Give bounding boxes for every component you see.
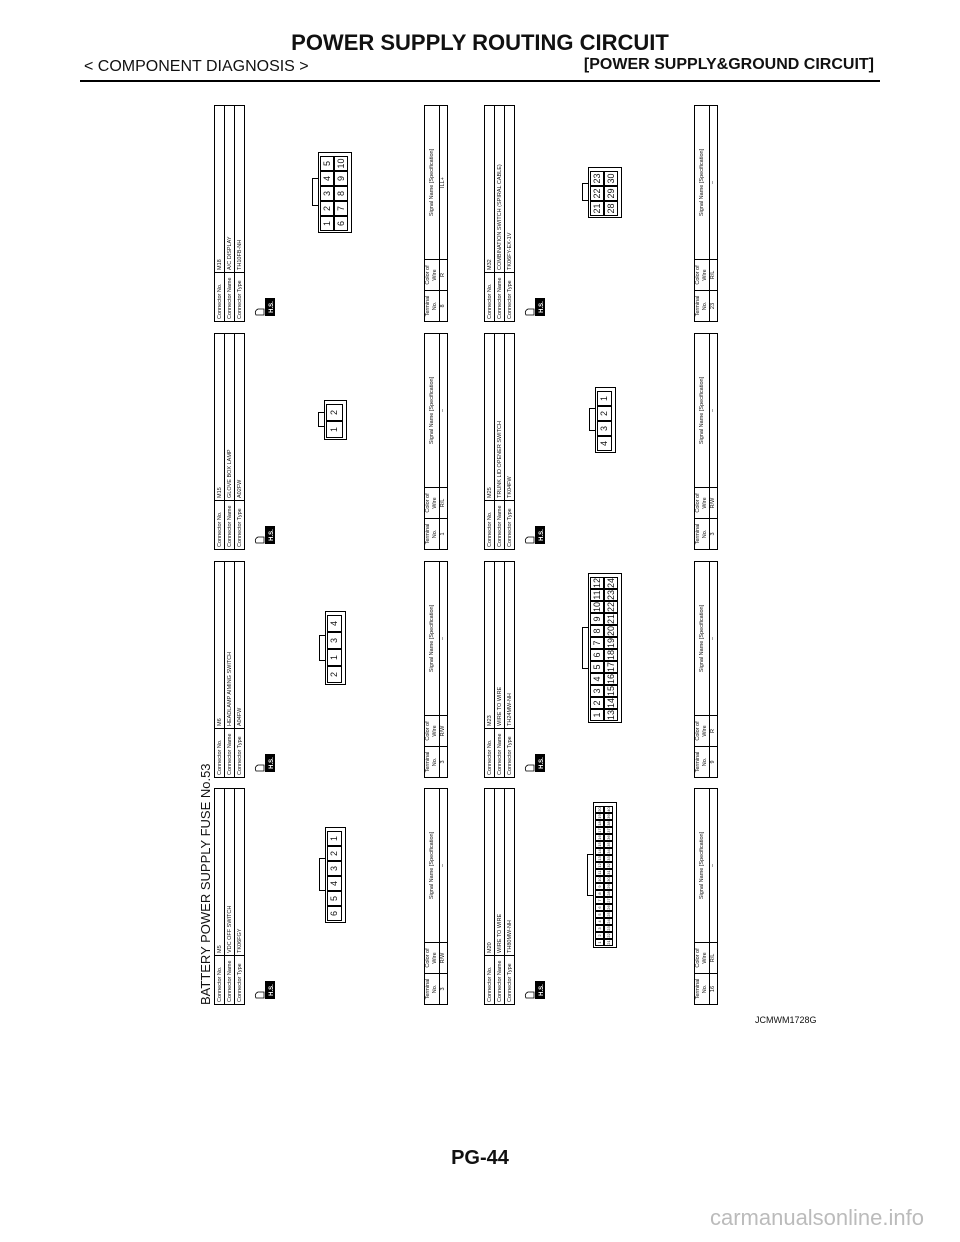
wire-color: R/L bbox=[710, 260, 718, 291]
terminal-cell: 2 bbox=[595, 932, 604, 939]
terminal-cell: 15 bbox=[604, 685, 618, 697]
connector-face bbox=[325, 611, 346, 685]
connector-name-label: Connector Name bbox=[495, 273, 505, 322]
hs-label: H.S. bbox=[269, 301, 275, 313]
terminal-cell: 2 bbox=[327, 666, 342, 683]
terminal-cell: 22 bbox=[604, 601, 618, 613]
connector-name: WIRE TO WIRE bbox=[495, 562, 505, 729]
terminal-cell: 30 bbox=[606, 877, 611, 882]
connector-no: M6 bbox=[215, 562, 225, 729]
terminal-cell: 19 bbox=[604, 637, 618, 649]
connector-no-label: Connector No. bbox=[485, 273, 495, 322]
connector-type-label: Connector Type bbox=[235, 956, 245, 1005]
terminal-cell: 27 bbox=[606, 898, 611, 903]
connector-name: HEADLAMP AIMING SWITCH bbox=[225, 562, 235, 729]
terminal-no: 16 bbox=[710, 974, 718, 1005]
connector-no: M18 bbox=[215, 106, 225, 273]
terminal-cell: 6 bbox=[590, 649, 604, 661]
connector-type: A02FW bbox=[235, 334, 245, 501]
rotated-sheet bbox=[198, 100, 716, 1005]
connector-face bbox=[318, 152, 352, 233]
connector-no-label: Connector No. bbox=[215, 501, 225, 550]
terminal-cell: 22 bbox=[606, 933, 611, 938]
connector-lock-tab bbox=[319, 635, 326, 661]
connector-card bbox=[484, 788, 744, 1005]
terminal-cell: 16 bbox=[604, 673, 618, 685]
hs-icon bbox=[524, 752, 546, 774]
terminal-cell: 3 bbox=[597, 421, 612, 436]
terminal-cell: 5 bbox=[320, 156, 334, 171]
terminal-cell: 12 bbox=[590, 577, 604, 589]
terminal-cell: 6 bbox=[334, 216, 348, 231]
terminal-cell: 20 bbox=[597, 807, 602, 812]
terminal-cell: 17 bbox=[604, 661, 618, 673]
connector-info-table bbox=[484, 333, 515, 550]
connector-no-label: Connector No. bbox=[215, 956, 225, 1005]
connector-face bbox=[595, 387, 616, 453]
terminal-no: 8 bbox=[440, 291, 448, 322]
terminal-cell: 1 bbox=[327, 831, 342, 846]
connector-info-table bbox=[214, 105, 245, 322]
connector-lock-tab bbox=[587, 854, 594, 896]
terminal-cell: 30 bbox=[604, 171, 618, 186]
terminal-cell: 14 bbox=[604, 697, 618, 709]
signal-name: ILL+ bbox=[440, 106, 448, 260]
connector-no: M20 bbox=[485, 789, 495, 956]
terminal-cell: 6 bbox=[327, 906, 342, 921]
terminal-cell: 37 bbox=[606, 828, 611, 833]
color-header: Color of Wire bbox=[425, 260, 440, 291]
terminal-no: 9 bbox=[710, 747, 718, 778]
terminal-no: 3 bbox=[440, 747, 448, 778]
terminal-no: 1 bbox=[440, 519, 448, 550]
terminal-cell: 23 bbox=[606, 926, 611, 931]
terminal-cell: 5 bbox=[590, 661, 604, 673]
terminal-cell: 33 bbox=[606, 856, 611, 861]
hs-label: H.S. bbox=[539, 301, 545, 313]
terminal-cell: 18 bbox=[597, 821, 602, 826]
connector-type: TK06FY-EX-1V bbox=[505, 106, 515, 273]
terminal-cell: 4 bbox=[595, 918, 604, 925]
connector-card bbox=[484, 561, 744, 778]
wire-color: R bbox=[440, 260, 448, 291]
hs-label: H.S. bbox=[269, 757, 275, 769]
terminal-cell: 10 bbox=[334, 156, 348, 171]
signal-header: Signal Name [Specification] bbox=[695, 562, 710, 716]
connector-no-label: Connector No. bbox=[485, 956, 495, 1005]
connector-no: M32 bbox=[485, 106, 495, 273]
connector-type: TH80MW-NH bbox=[505, 789, 515, 956]
connector-diagram bbox=[198, 100, 716, 1005]
connector-name: COMBINATION SWITCH (SPIRAL CABLE) bbox=[495, 106, 505, 273]
hs-label: H.S. bbox=[539, 529, 545, 541]
figure-code: JCMWM1728G bbox=[755, 1015, 817, 1025]
connector-type: TK04FW bbox=[505, 334, 515, 501]
connector-name-label: Connector Name bbox=[495, 729, 505, 778]
terminal-table bbox=[424, 561, 448, 778]
terminal-cell: 2 bbox=[590, 697, 604, 709]
terminal-cell: 9 bbox=[590, 613, 604, 625]
connector-type-label: Connector Type bbox=[505, 729, 515, 778]
signal-header: Signal Name [Specification] bbox=[425, 106, 440, 260]
terminal-cell: 8 bbox=[595, 890, 604, 897]
color-header: Color of Wire bbox=[695, 260, 710, 291]
connector-no-label: Connector No. bbox=[215, 273, 225, 322]
terminal-cell: 28 bbox=[606, 891, 611, 896]
connector-name-label: Connector Name bbox=[225, 273, 235, 322]
color-header: Color of Wire bbox=[425, 943, 440, 974]
connector-info-table bbox=[484, 561, 515, 778]
connector-card bbox=[484, 333, 744, 550]
connector-info-table bbox=[214, 333, 245, 550]
terminal-cell: 29 bbox=[606, 884, 611, 889]
terminal-table bbox=[694, 105, 718, 322]
terminal-cell: 35 bbox=[606, 842, 611, 847]
terminal-no: 3 bbox=[440, 974, 448, 1005]
terminal-cell: 39 bbox=[606, 814, 611, 819]
connector-lock-tab bbox=[312, 178, 319, 206]
connector-no-label: Connector No. bbox=[485, 501, 495, 550]
color-header: Color of Wire bbox=[425, 488, 440, 519]
terminal-cell: 5 bbox=[595, 911, 604, 918]
connector-type-label: Connector Type bbox=[235, 273, 245, 322]
terminal-no-header: Terminal No. bbox=[695, 519, 710, 550]
connector-info-table bbox=[214, 788, 245, 1005]
terminal-cell: 1 bbox=[595, 939, 604, 946]
signal-name: – bbox=[440, 562, 448, 716]
terminal-cell: 1 bbox=[597, 391, 612, 406]
connector-name: A/C DISPLAY bbox=[225, 106, 235, 273]
connector-type-label: Connector Type bbox=[235, 501, 245, 550]
color-header: Color of Wire bbox=[695, 488, 710, 519]
terminal-cell: 2 bbox=[597, 406, 612, 421]
terminal-cell: 3 bbox=[595, 925, 604, 932]
connector-face bbox=[588, 167, 622, 218]
wire-color: R bbox=[710, 716, 718, 747]
terminal-cell: 34 bbox=[606, 849, 611, 854]
hs-label: H.S. bbox=[269, 984, 275, 996]
connector-no-label: Connector No. bbox=[215, 729, 225, 778]
hs-label: H.S. bbox=[539, 984, 545, 996]
terminal-cell: 15 bbox=[597, 842, 602, 847]
terminal-cell: 36 bbox=[606, 835, 611, 840]
terminal-cell: 12 bbox=[597, 863, 602, 868]
terminal-table bbox=[694, 788, 718, 1005]
terminal-cell: 2 bbox=[326, 404, 343, 421]
terminal-no-header: Terminal No. bbox=[425, 747, 440, 778]
terminal-cell: 28 bbox=[604, 201, 618, 216]
connector-type-label: Connector Type bbox=[505, 273, 515, 322]
signal-name: – bbox=[440, 789, 448, 943]
connector-name-label: Connector Name bbox=[225, 729, 235, 778]
hs-label: H.S. bbox=[269, 529, 275, 541]
terminal-cell: 1 bbox=[590, 709, 604, 721]
terminal-cell: 24 bbox=[604, 577, 618, 589]
terminal-cell: 2 bbox=[327, 846, 342, 861]
terminal-cell: 7 bbox=[590, 637, 604, 649]
hs-icon bbox=[254, 296, 276, 318]
terminal-cell: 21 bbox=[606, 940, 611, 945]
connector-name: TRUNK LID OPENER SWITCH bbox=[495, 334, 505, 501]
terminal-cell: 3 bbox=[590, 685, 604, 697]
connector-face bbox=[324, 400, 347, 440]
color-header: Color of Wire bbox=[695, 943, 710, 974]
connector-lock-tab bbox=[582, 627, 589, 669]
connector-type-label: Connector Type bbox=[505, 956, 515, 1005]
connector-no: M15 bbox=[215, 334, 225, 501]
connector-card bbox=[214, 788, 474, 1005]
terminal-cell: 26 bbox=[606, 905, 611, 910]
terminal-cell: 23 bbox=[604, 589, 618, 601]
connector-face bbox=[593, 802, 617, 948]
color-header: Color of Wire bbox=[695, 716, 710, 747]
signal-name: – bbox=[440, 334, 448, 488]
connector-card bbox=[214, 561, 474, 778]
terminal-cell: 31 bbox=[606, 870, 611, 875]
terminal-cell: 6 bbox=[595, 904, 604, 911]
hs-label: H.S. bbox=[539, 757, 545, 769]
signal-name: – bbox=[710, 789, 718, 943]
terminal-cell: 5 bbox=[327, 891, 342, 906]
connector-type: TH10FB-NH bbox=[235, 106, 245, 273]
wire-color: R/L bbox=[440, 488, 448, 519]
signal-header: Signal Name [Specification] bbox=[425, 334, 440, 488]
sheet-title: BATTERY POWER SUPPLY FUSE No.53 bbox=[198, 763, 213, 1005]
connector-type-label: Connector Type bbox=[235, 729, 245, 778]
signal-header: Signal Name [Specification] bbox=[425, 789, 440, 943]
connector-lock-tab bbox=[318, 412, 325, 427]
footer-watermark: carmanualsonline.info bbox=[709, 1205, 924, 1230]
terminal-cell: 8 bbox=[590, 625, 604, 637]
connector-info-table bbox=[214, 561, 245, 778]
terminal-cell: 11 bbox=[597, 870, 602, 875]
terminal-cell: 17 bbox=[597, 828, 602, 833]
connector-lock-tab bbox=[319, 858, 326, 891]
terminal-cell: 23 bbox=[590, 171, 604, 186]
terminal-cell: 4 bbox=[327, 876, 342, 891]
signal-header: Signal Name [Specification] bbox=[425, 562, 440, 716]
terminal-cell: 19 bbox=[597, 814, 602, 819]
connector-name-label: Connector Name bbox=[225, 956, 235, 1005]
signal-name: – bbox=[710, 334, 718, 488]
terminal-cell: 24 bbox=[606, 919, 611, 924]
connector-name: WIRE TO WIRE bbox=[495, 789, 505, 956]
terminal-cell: 40 bbox=[606, 807, 611, 812]
terminal-no-header: Terminal No. bbox=[425, 519, 440, 550]
terminal-cell: 7 bbox=[595, 897, 604, 904]
terminal-cell: 29 bbox=[604, 186, 618, 201]
signal-header: Signal Name [Specification] bbox=[695, 789, 710, 943]
connector-card bbox=[214, 105, 474, 322]
connector-card bbox=[484, 105, 744, 322]
terminal-no: 23 bbox=[710, 291, 718, 322]
terminal-cell: 4 bbox=[320, 171, 334, 186]
terminal-table bbox=[694, 561, 718, 778]
terminal-cell: 9 bbox=[334, 171, 348, 186]
terminal-cell: 3 bbox=[327, 632, 342, 649]
terminal-cell: 4 bbox=[597, 436, 612, 451]
terminal-cell: 8 bbox=[334, 186, 348, 201]
terminal-no-header: Terminal No. bbox=[695, 747, 710, 778]
signal-header: Signal Name [Specification] bbox=[695, 334, 710, 488]
connector-name: VDC OFF SWITCH bbox=[225, 789, 235, 956]
hs-icon bbox=[254, 524, 276, 546]
terminal-cell: 21 bbox=[590, 201, 604, 216]
connector-name-label: Connector Name bbox=[495, 956, 505, 1005]
wire-color: R/L bbox=[710, 943, 718, 974]
terminal-no: 3 bbox=[710, 519, 718, 550]
signal-name: – bbox=[710, 106, 718, 260]
terminal-cell: 4 bbox=[327, 615, 342, 632]
header-rule bbox=[80, 80, 880, 82]
terminal-cell: 32 bbox=[606, 863, 611, 868]
wire-color: R/W bbox=[440, 716, 448, 747]
terminal-cell: 21 bbox=[604, 613, 618, 625]
terminal-table bbox=[694, 333, 718, 550]
connector-name: GLOVE BOX LAMP bbox=[225, 334, 235, 501]
hs-icon bbox=[254, 979, 276, 1001]
connector-no-label: Connector No. bbox=[485, 729, 495, 778]
connector-card bbox=[214, 333, 474, 550]
connector-type: TH24MW-NH bbox=[505, 562, 515, 729]
terminal-cell: 25 bbox=[606, 912, 611, 917]
terminal-cell: 20 bbox=[604, 625, 618, 637]
terminal-cell: 11 bbox=[590, 589, 604, 601]
terminal-cell: 18 bbox=[604, 649, 618, 661]
page-title: POWER SUPPLY ROUTING CIRCUIT bbox=[291, 30, 669, 55]
terminal-cell: 1 bbox=[327, 649, 342, 666]
connector-no: M5 bbox=[215, 789, 225, 956]
terminal-cell: 2 bbox=[320, 201, 334, 216]
connector-face bbox=[325, 827, 346, 923]
hs-icon bbox=[254, 752, 276, 774]
wire-color: R/W bbox=[440, 943, 448, 974]
connector-name-label: Connector Name bbox=[495, 501, 505, 550]
hs-icon bbox=[524, 296, 546, 318]
hs-icon bbox=[524, 524, 546, 546]
terminal-table bbox=[424, 105, 448, 322]
terminal-cell: 1 bbox=[320, 216, 334, 231]
hs-icon bbox=[524, 979, 546, 1001]
connector-face bbox=[588, 573, 622, 723]
section-left: < COMPONENT DIAGNOSIS > bbox=[84, 58, 309, 75]
terminal-no-header: Terminal No. bbox=[425, 974, 440, 1005]
terminal-cell: 16 bbox=[597, 835, 602, 840]
terminal-cell: 10 bbox=[597, 877, 602, 882]
connector-info-table bbox=[484, 788, 515, 1005]
terminal-cell: 9 bbox=[595, 883, 604, 890]
connector-no: M25 bbox=[485, 334, 495, 501]
connector-type: A04FW bbox=[235, 562, 245, 729]
terminal-cell: 3 bbox=[327, 861, 342, 876]
terminal-table bbox=[424, 788, 448, 1005]
signal-name: – bbox=[710, 562, 718, 716]
terminal-no-header: Terminal No. bbox=[425, 291, 440, 322]
connector-info-table bbox=[484, 105, 515, 322]
terminal-no-header: Terminal No. bbox=[695, 291, 710, 322]
terminal-cell: 3 bbox=[320, 186, 334, 201]
signal-header: Signal Name [Specification] bbox=[695, 106, 710, 260]
terminal-cell: 4 bbox=[590, 673, 604, 685]
terminal-no-header: Terminal No. bbox=[695, 974, 710, 1005]
terminal-cell: 38 bbox=[606, 821, 611, 826]
terminal-cell: 22 bbox=[590, 186, 604, 201]
page-number: PG-44 bbox=[451, 1147, 509, 1169]
connector-type: TK06FGY bbox=[235, 789, 245, 956]
connector-type-label: Connector Type bbox=[505, 501, 515, 550]
connector-lock-tab bbox=[582, 183, 589, 201]
wire-color: R/W bbox=[710, 488, 718, 519]
terminal-cell: 7 bbox=[334, 201, 348, 216]
terminal-cell: 14 bbox=[597, 849, 602, 854]
terminal-table bbox=[424, 333, 448, 550]
terminal-cell: 1 bbox=[326, 421, 343, 438]
connector-name-label: Connector Name bbox=[225, 501, 235, 550]
terminal-cell: 10 bbox=[590, 601, 604, 613]
terminal-cell: 13 bbox=[604, 709, 618, 721]
connector-no: M23 bbox=[485, 562, 495, 729]
color-header: Color of Wire bbox=[425, 716, 440, 747]
section-right: [POWER SUPPLY&GROUND CIRCUIT] bbox=[583, 56, 874, 73]
connector-lock-tab bbox=[589, 408, 596, 431]
terminal-cell: 13 bbox=[597, 856, 602, 861]
